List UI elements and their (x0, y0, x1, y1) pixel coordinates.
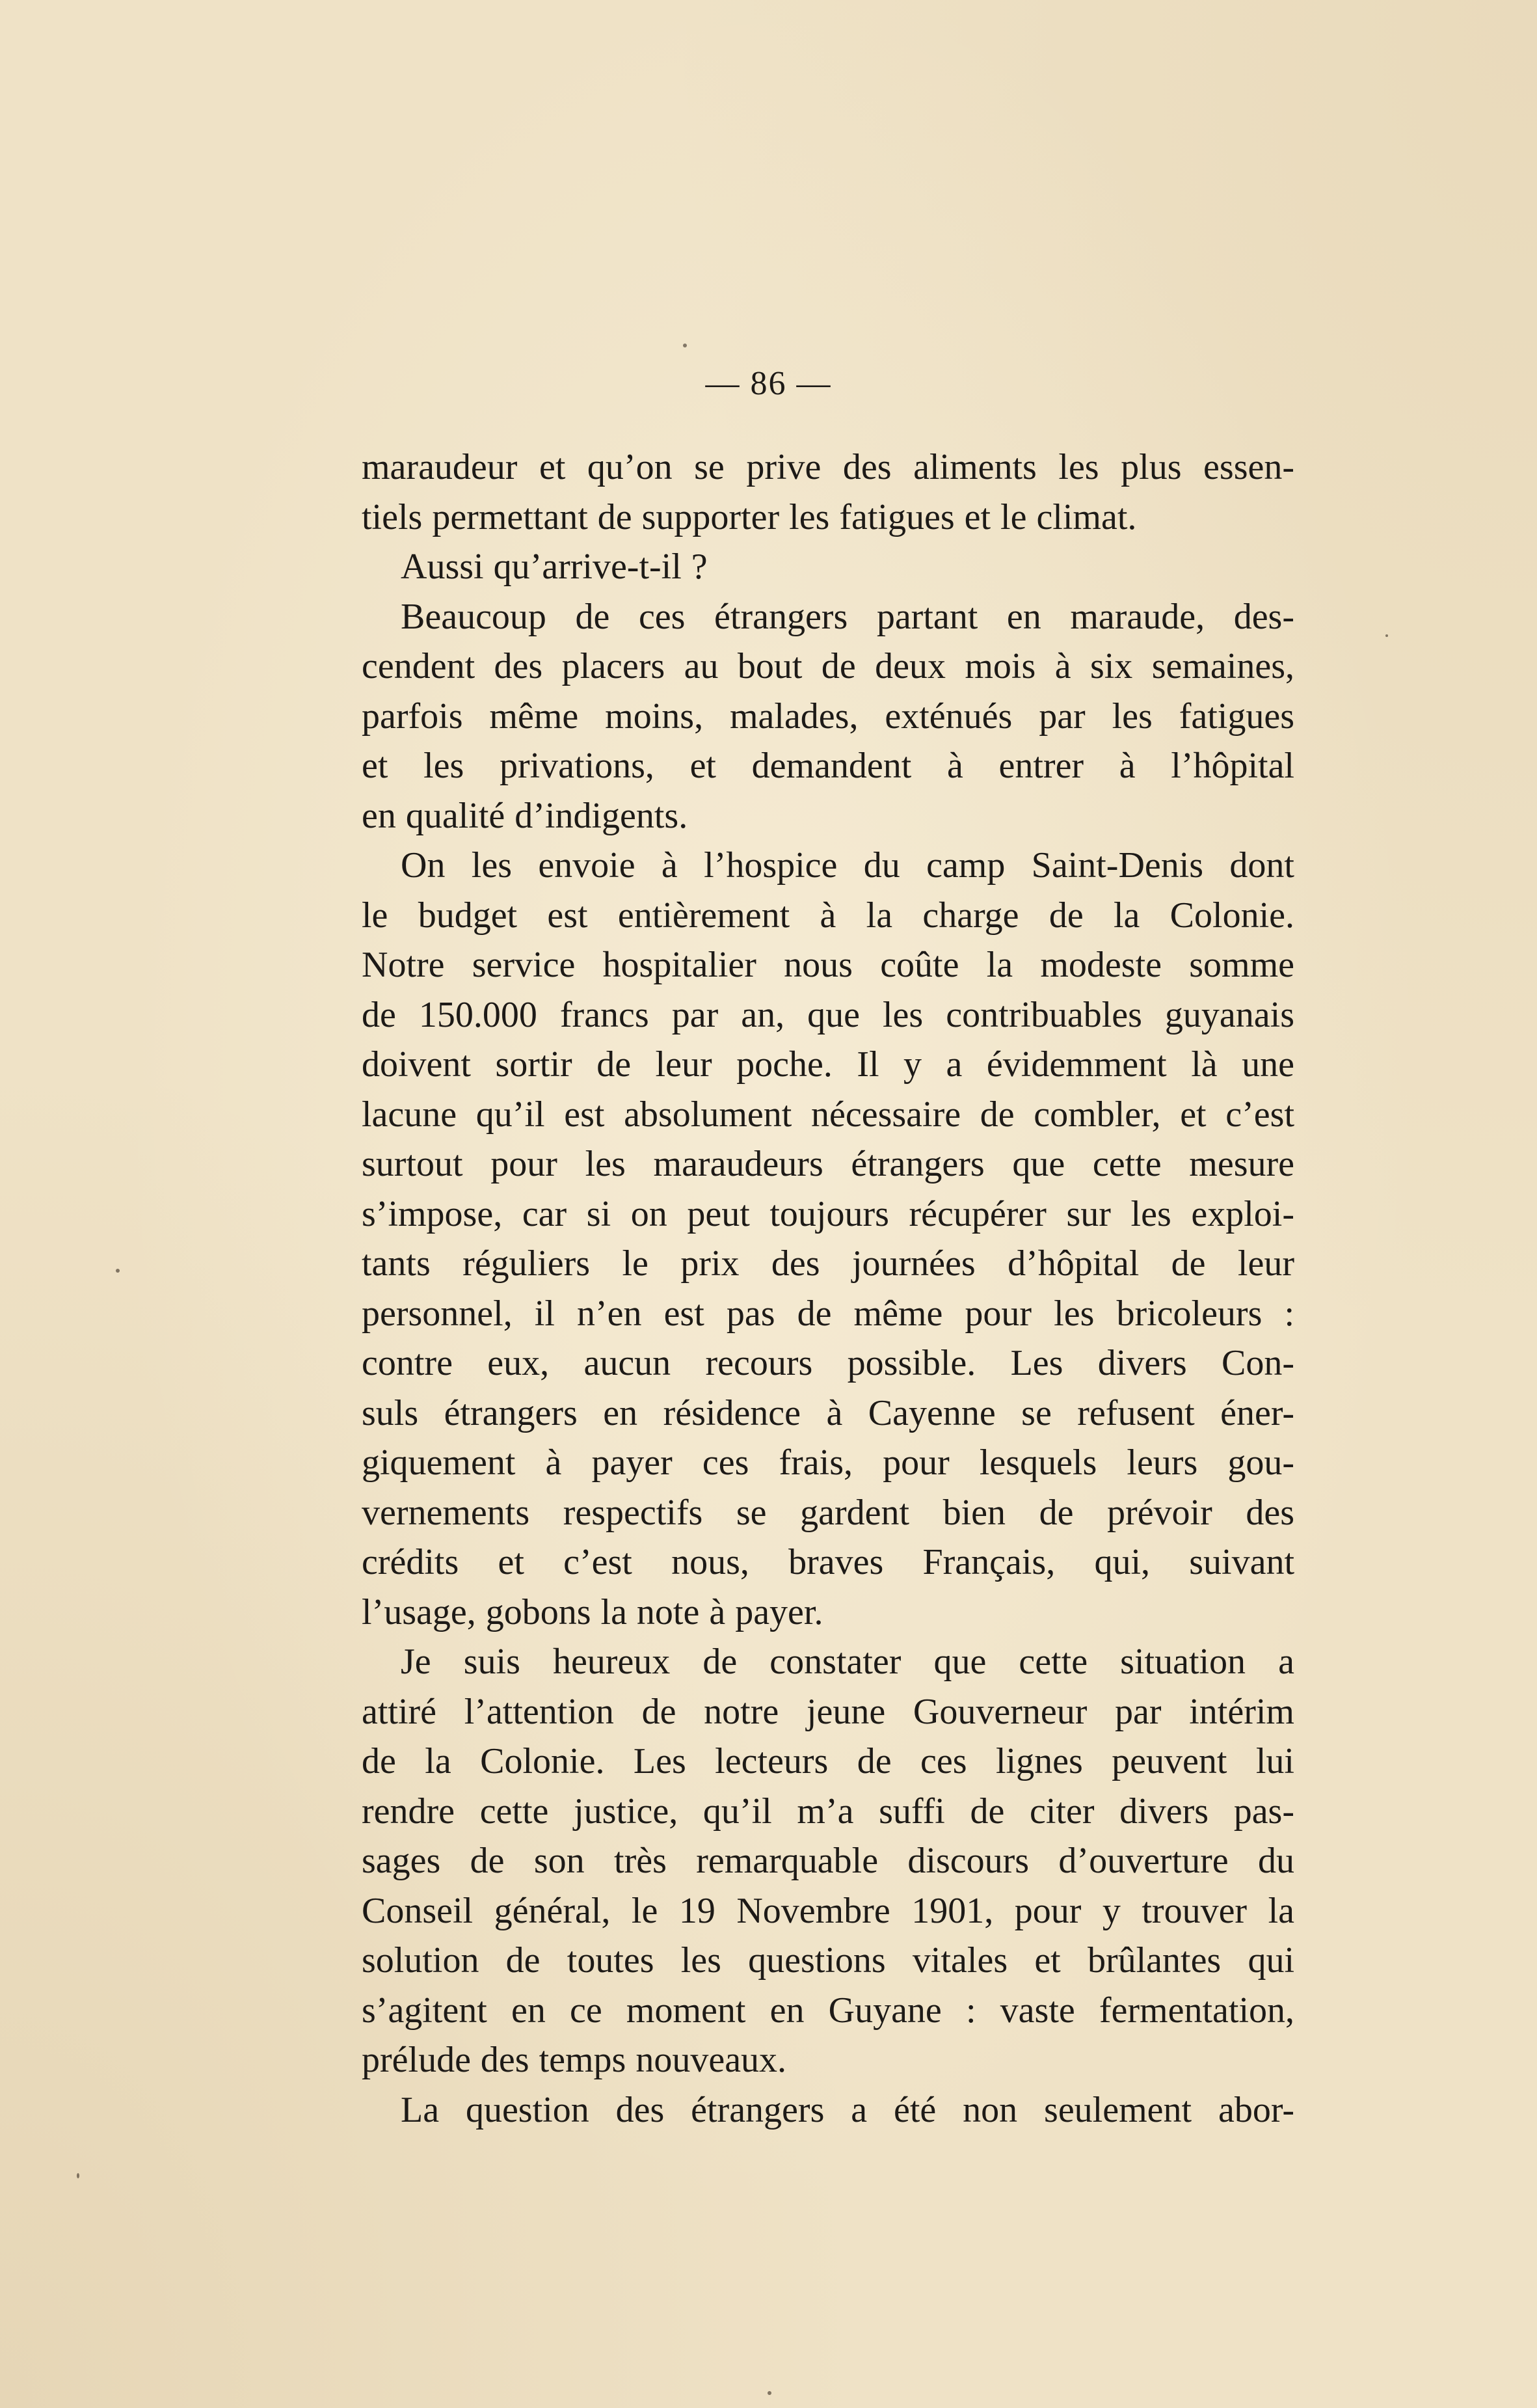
text-line: de la Colonie. Les lecteurs de ces lignes peuvent lui (362, 1741, 1294, 1781)
text-line: La question des étrangers a été non seulement abor- (401, 2089, 1294, 2130)
text-line: personnel, il n’en est pas de même pour les bricoleurs : (362, 1293, 1294, 1334)
text-line: suls étrangers en résidence à Cayenne se refusent éner- (362, 1392, 1294, 1433)
text-line: cendent des placers au bout de deux mois à six semaines, (362, 646, 1294, 686)
ink-speck (683, 344, 687, 347)
text-line: vernements respectifs se gardent bien de prévoir des (362, 1492, 1294, 1533)
text-line: surtout pour les maraudeurs étrangers que cette mesure (362, 1144, 1294, 1184)
body-text (362, 442, 1294, 2135)
text-line: Notre service hospitalier nous coûte la modeste somme (362, 945, 1294, 985)
text-line: parfois même moins, malades, exténués par les fatigues (362, 696, 1294, 737)
text-line: Beaucoup de ces étrangers partant en maraude, des- (401, 596, 1294, 637)
text-line: Je suis heureux de constater que cette situation a (401, 1642, 1294, 1682)
text-line: le budget est entièrement à la charge de la Colonie. (362, 895, 1294, 936)
text-line: crédits et c’est nous, braves Français, qui, suivant (362, 1542, 1294, 1582)
text-line: rendre cette justice, qu’il m’a suffi de citer divers pas- (362, 1791, 1294, 1832)
page-number: — 86 — (705, 365, 832, 402)
text-line: lacune qu’il est absolument nécessaire de combler, et c’est (362, 1094, 1294, 1135)
text-line: On les envoie à l’hospice du camp Saint-Denis dont (401, 845, 1294, 886)
text-line: maraudeur et qu’on se prive des aliments les plus essen- (362, 447, 1294, 487)
text-line: Conseil général, le 19 Novembre 1901, pour y trouver la (362, 1890, 1294, 1931)
text-line: prélude des temps nouveaux. (362, 2040, 787, 2080)
text-line: tiels permettant de supporter les fatigues et le climat. (362, 496, 1137, 537)
text-line: l’usage, gobons la note à payer. (362, 1591, 823, 1632)
text-line: solution de toutes les questions vitales et brûlantes qui (362, 1940, 1294, 1981)
text-line: Aussi qu’arrive-t-il ? (401, 547, 708, 587)
text-line: et les privations, et demandent à entrer à l’hôpital (362, 746, 1294, 786)
text-line: contre eux, aucun recours possible. Les divers Con- (362, 1343, 1294, 1383)
text-line: s’impose, car si on peut toujours récupérer sur les exploi- (362, 1193, 1294, 1234)
ink-speck (768, 2391, 771, 2395)
text-line: de 150.000 francs par an, que les contribuables guyanais (362, 994, 1294, 1035)
ink-speck (1385, 634, 1388, 637)
text-line: doivent sortir de leur poche. Il y a évidemment là une (362, 1044, 1294, 1085)
text-line: tants réguliers le prix des journées d’hôpital de leur (362, 1243, 1294, 1284)
text-line: s’agitent en ce moment en Guyane : vaste fermentation, (362, 1990, 1294, 2031)
text-line: sages de son très remarquable discours d’ouverture du (362, 1841, 1294, 1881)
text-line: attiré l’attention de notre jeune Gouverneur par intérim (362, 1691, 1294, 1732)
text-line: giquement à payer ces frais, pour lesquels leurs gou- (362, 1442, 1294, 1483)
text-line: en qualité d’indigents. (362, 795, 688, 836)
ink-speck (77, 2173, 79, 2178)
ink-speck (116, 1269, 120, 1273)
